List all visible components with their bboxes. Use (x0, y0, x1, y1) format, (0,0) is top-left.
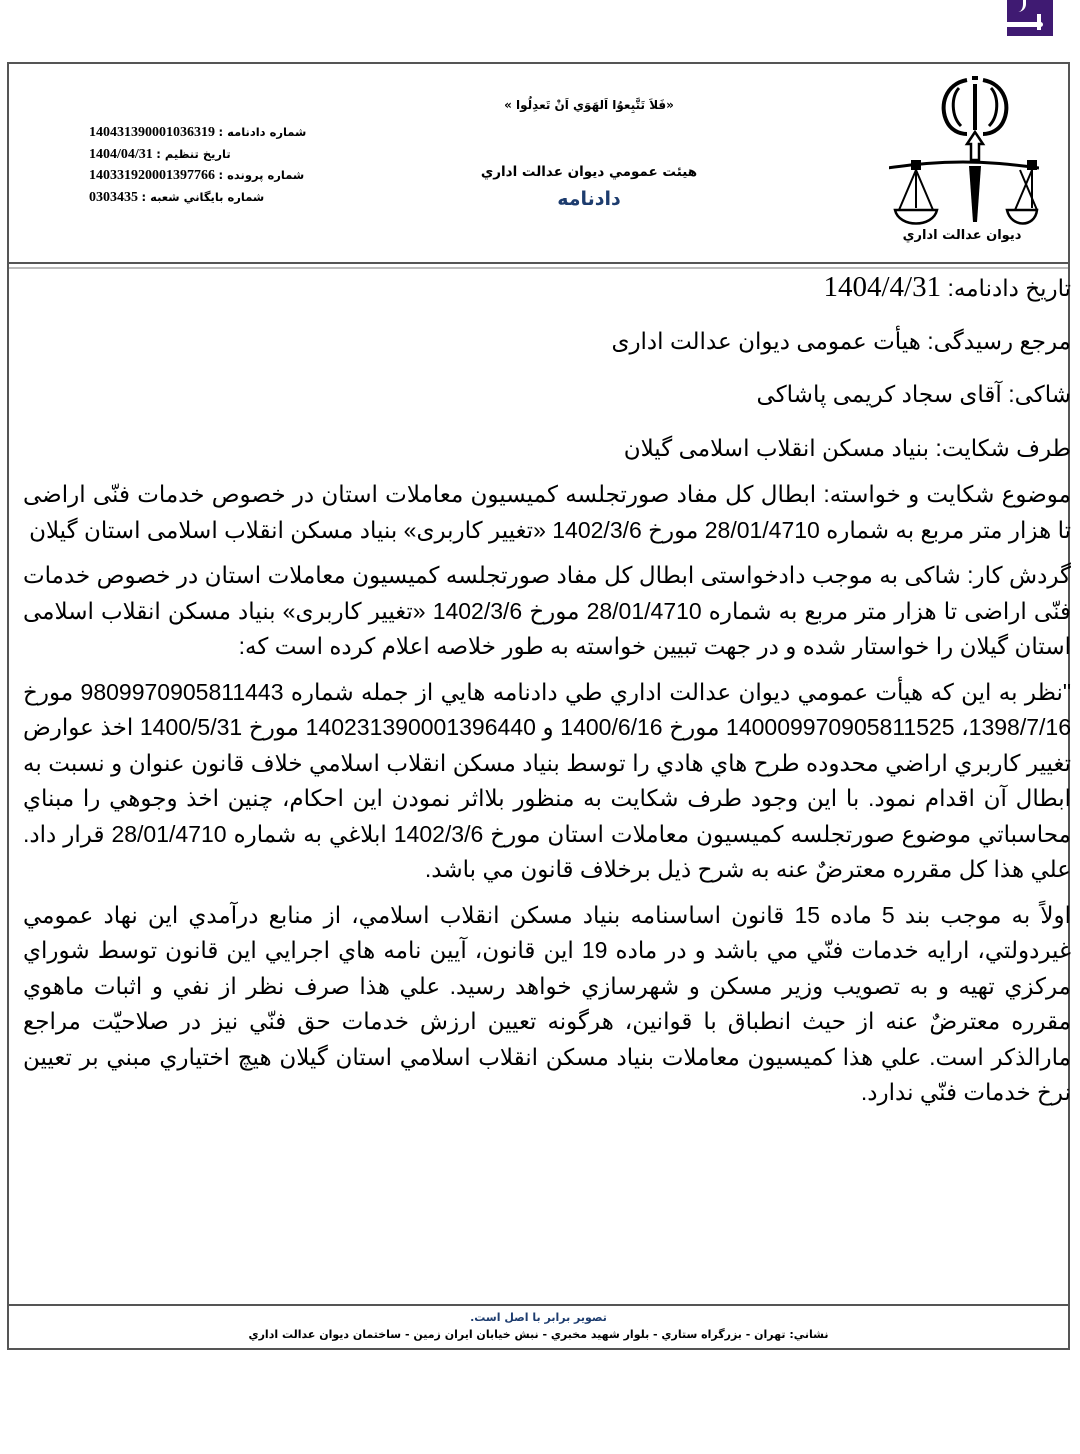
meta-issue-date: تاريخ تنظيم : 1404/04/31 (89, 146, 231, 162)
verdict-body (23, 269, 1071, 1121)
subject-text: ابطال کل مفاد صورتجلسه کمیسیون معاملات استان در خصوص خدمات فنّی اراضی تا هزار متر مربع به شماره 28/01/4710 مورخ 1402/3/6 «تغییر کاربری» بنیاد مسکن انقلاب اسلامی استان گیلان (23, 481, 1071, 543)
field-label: مرجع رسیدگی: (927, 327, 1071, 354)
emblem-caption: ديوان عدالت اداري (902, 228, 1022, 243)
court-address: نشاني: تهران - بزرگراه ستاري - بلوار شهيد مخبري - نبش خيابان ايران زمين - ساختمان ديوان عدالت اداري (248, 1328, 829, 1341)
field-complainant (23, 376, 1071, 412)
field-label: طرف شکایت: (935, 434, 1071, 461)
document-frame (7, 62, 1070, 1350)
field-value: بنیاد مسکن انقلاب اسلامی گیلان (623, 434, 930, 461)
document-footer (9, 1304, 1068, 1350)
field-verdict-date (23, 269, 1071, 305)
letterhead (9, 64, 1068, 264)
subject-paragraph (23, 477, 1071, 548)
field-review-authority (23, 323, 1071, 359)
field-value: 1404/4/31 (823, 271, 942, 303)
document-title: دادنامه (557, 188, 621, 210)
certification-note: تصوير برابر با اصل است. (470, 1311, 607, 1324)
field-value: آقای سجاد کریمی پاشاکی (756, 381, 1002, 407)
letterhead-center (449, 94, 729, 210)
subject-label: موضوع شکایت و خواسته: (823, 481, 1071, 507)
field-respondent (23, 430, 1071, 466)
field-label: تاریخ دادنامه: (947, 275, 1071, 301)
document-meta (89, 122, 361, 208)
meta-verdict-number: شماره دادنامه : 140431390001036319 (89, 125, 307, 140)
first-argument-paragraph: اولاً به موجب بند 5 ماده 15 قانون اساسنامه بنياد مسكن انقلاب اسلامي، از منابع درآمدي اين نهاد عمومي غيردولتي، ارايه خدمات فنّي مي باشد و در ماده 19 اين قانون، آيين نامه هاي اجرايي اين قانون توسط شوراي مركزي تهيه و به تصويب وزير مسكن و شهرسازي خواهد رسيد. علي هذا صرف نظر از نفي و اثبات ماهوي مقرره معترضٌ عنه از حيث انطباق با قوانين، هرگونه تعيين ارزش خدمات حق فنّي نيز در صلاحيّت مراجع مارالذكر است. علي هذا كميسيون معاملات بنياد مسكن انقلاب اسلامي استان گيلان هيچ اختياري مبني بر تعيين نرخ خدمات فنّي ندارد. (23, 901, 1071, 1105)
scales-of-justice-icon (889, 72, 1039, 228)
court-emblem (889, 72, 1039, 250)
board-name: هيئت عمومي ديوان عدالت اداري (480, 164, 698, 180)
procedure-text: شاکی به موجب دادخواستی ابطال کل مفاد صورتجلسه کمیسیون معاملات استان در خصوص خدمات فنّی اراضی تا هزار متر مربع به شماره 28/01/4710 مورخ 1402/3/6 «تغییر کاربری» بنیاد مسکن انقلاب اسلامی استان گیلان را خواستار شده و در جهت تبیین خواسته به طور خلاصه اعلام کرده است که: (23, 562, 1071, 659)
procedure-paragraph (23, 558, 1071, 665)
quote-paragraph: "نظر به اين كه هيأت عمومي ديوان عدالت اداري طي دادنامه هايي از جمله شماره 9809970905811443 مورخ 1398/7/16، 140009970905811525 مورخ 1400/6/16 و 140231390001396440 مورخ 1400/5/31 اخذ عوارض تغيير كاربري اراضي محدوده طرح هاي هادي را توسط بنياد مسكن انقلاب اسلامي خلاف قانون عنوان و نسبت به ابطال آن اقدام نمود. با اين وجود طرف شكايت به منظور بلااثر نمودن اين احكام، چنين اخذ وجوهي را مبناي محاسباتي موضوع صورتجلسه كميسيون معاملات استان مورخ 1402/3/6 ابلاغي به شماره 28/01/4710 قرار داد. علي هذا كل مقرره معترضٌ عنه به شرح ذيل برخلاف قانون مي باشد. (23, 678, 1072, 882)
quran-verse: «فَلاَ تَتَّبِعوُا اَلهَوَي اَنْ تَعدِلُوا » (504, 98, 674, 112)
meta-case-number: شماره پرونده : 140331920001397766 (89, 168, 305, 183)
field-label: شاکی: (1008, 381, 1071, 407)
procedure-label: گردش کار: (967, 562, 1071, 588)
field-value: هیأت عمومی دیوان عدالت اداری (611, 327, 921, 354)
corner-logo-icon (1007, 0, 1053, 36)
meta-archive-number: شماره بايگاني شعبه : 0303435 (89, 189, 265, 205)
